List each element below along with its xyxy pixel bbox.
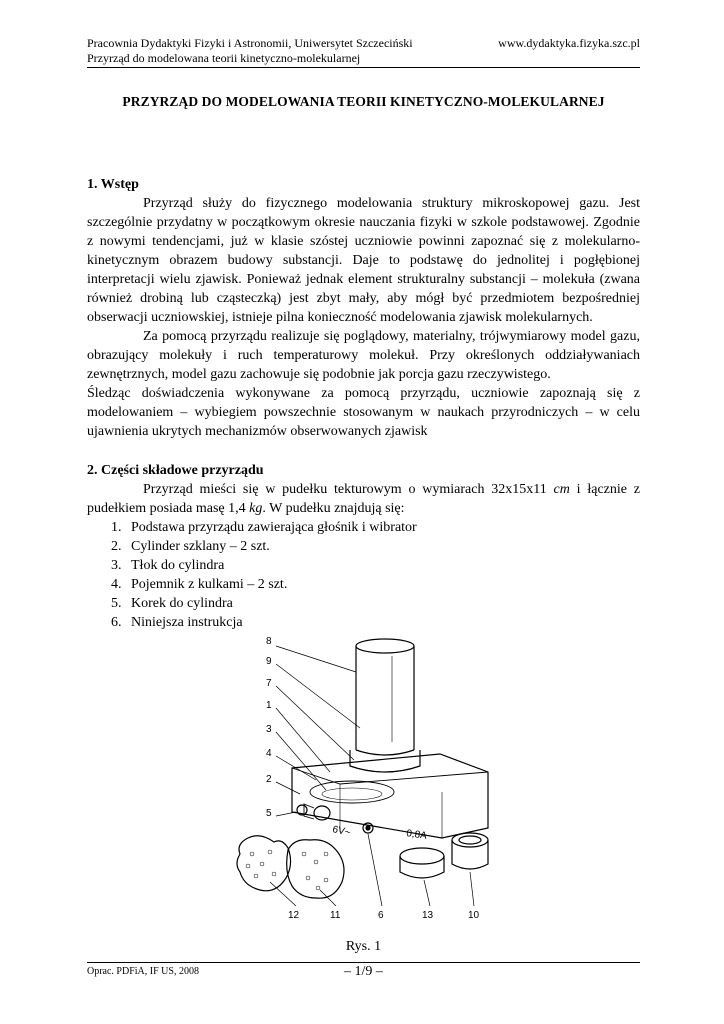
apparatus-illustration — [230, 632, 500, 932]
section2-intro-a: Przyrząd mieści się w pudełku tekturowym o wymiarach 32x15x11 — [143, 482, 554, 497]
figure-label-3: 3 — [266, 724, 272, 735]
parts-list-item: 3. Tłok do cylindra — [125, 556, 640, 575]
figure-label-11: 11 — [330, 910, 341, 921]
unit-kg: kg — [249, 501, 263, 516]
parts-list-item: 1. Podstawa przyrządu zawierająca głośnik i wibrator — [125, 518, 640, 537]
parts-list-item: 6. Niniejsza instrukcja — [125, 613, 640, 632]
header-website: www.dydaktyka.fizyka.szc.pl — [498, 36, 640, 50]
header-institution: Pracownia Dydaktyki Fizyki i Astronomii, Uniwersytet Szczeciński — [87, 36, 413, 50]
parts-list — [87, 518, 640, 632]
section2-intro — [87, 480, 640, 518]
section2-intro-b: i łącznie z pudełkiem posiada masę 1,4 — [87, 482, 640, 516]
figure-label-12: 12 — [288, 910, 300, 921]
panel-voltage-text: 6V~ — [331, 824, 352, 839]
parts-list-item: 4. Pojemnik z kulkami – 2 szt. — [125, 575, 640, 594]
figure-label-6: 6 — [378, 910, 384, 921]
page-header — [87, 36, 640, 66]
figure-label-1: 1 — [266, 700, 272, 711]
unit-cm: cm — [553, 482, 570, 497]
section1-paragraph-2: Za pomocą przyrządu realizuje się poglądowy, materialny, trójwymiarowy model gazu, obrazujący molekuły i ruch temperaturowy molekuł. Przy określonych oddziaływaniach zewnętrznych, model gazu zachowuje się podobnie jak porcja gazu rzeczywistego. — [87, 329, 640, 382]
figure-label-4: 4 — [266, 748, 272, 759]
document-title: PRZYRZĄD DO MODELOWANIA TEORII KINETYCZNO-MOLEKULARNEJ — [122, 94, 605, 109]
figure-label-5: 5 — [266, 808, 272, 819]
section2-heading: 2. Części składowe przyrządu — [87, 463, 264, 478]
section1-heading: 1. Wstęp — [87, 177, 139, 192]
section1-paragraph-1: Przyrząd służy do fizycznego modelowania struktury mikroskopowej gazu. Jest szczególnie przydatny w początkowym okresie nauczania fizyki w szkole podstawowej. Zgodnie z nowymi tendencjami, już w klasie szóstej uczniowie powinni zapoznać się z molekularno-kinetycznym obrazem budowy substancji. Daje to podstawę do jednolitej i pogłębionej interpretacji wielu zjawisk. Ponieważ jednak element strukturalny substancji – molekuła (zwana również drobiną lub cząsteczką) jest zbyt mały, aby mógł być przedmiotem bezpośredniej obserwacji uczniowskiej, istnieje pilna konieczność modelowania zjawisk molekularnych. — [87, 196, 640, 325]
panel-fuse-text: 0,8A — [405, 828, 428, 842]
section1-paragraph-3: Śledząc doświadczenia wykonywane za pomocą przyrządu, uczniowie zapoznają się z modelowaniem – wybiegiem powszechnie stosowanym w naukach przyrodniczych – w celu ujawnienia ukrytych mechanizmów obserwowanych zjawisk — [87, 386, 640, 439]
figure-caption: Rys. 1 — [345, 939, 382, 954]
section2-intro-c: . W pudełku znajdują się: — [262, 501, 405, 516]
parts-list-item: 2. Cylinder szklany – 2 szt. — [125, 537, 640, 556]
cylinder-top-rim — [356, 639, 414, 653]
footer-credit: Oprac. PDFiA, IF US, 2008 — [87, 966, 199, 977]
figure-label-10: 10 — [468, 910, 480, 921]
figure-label-7: 7 — [266, 678, 272, 689]
page-number: – 1/9 – — [344, 964, 383, 979]
header-subtitle: Przyrząd do modelowana teorii kinetyczno-molekularnej — [87, 51, 361, 65]
section-parts — [87, 461, 640, 632]
footer-divider — [87, 962, 640, 963]
figure-label-2: 2 — [266, 774, 272, 785]
parts-list-item: 5. Korek do cylindra — [125, 594, 640, 613]
header-divider — [87, 67, 640, 68]
section-introduction — [87, 175, 640, 441]
figure-label-13: 13 — [422, 910, 434, 921]
figure-label-8: 8 — [266, 636, 272, 647]
figure-label-9: 9 — [266, 656, 272, 667]
base-box — [292, 754, 488, 838]
